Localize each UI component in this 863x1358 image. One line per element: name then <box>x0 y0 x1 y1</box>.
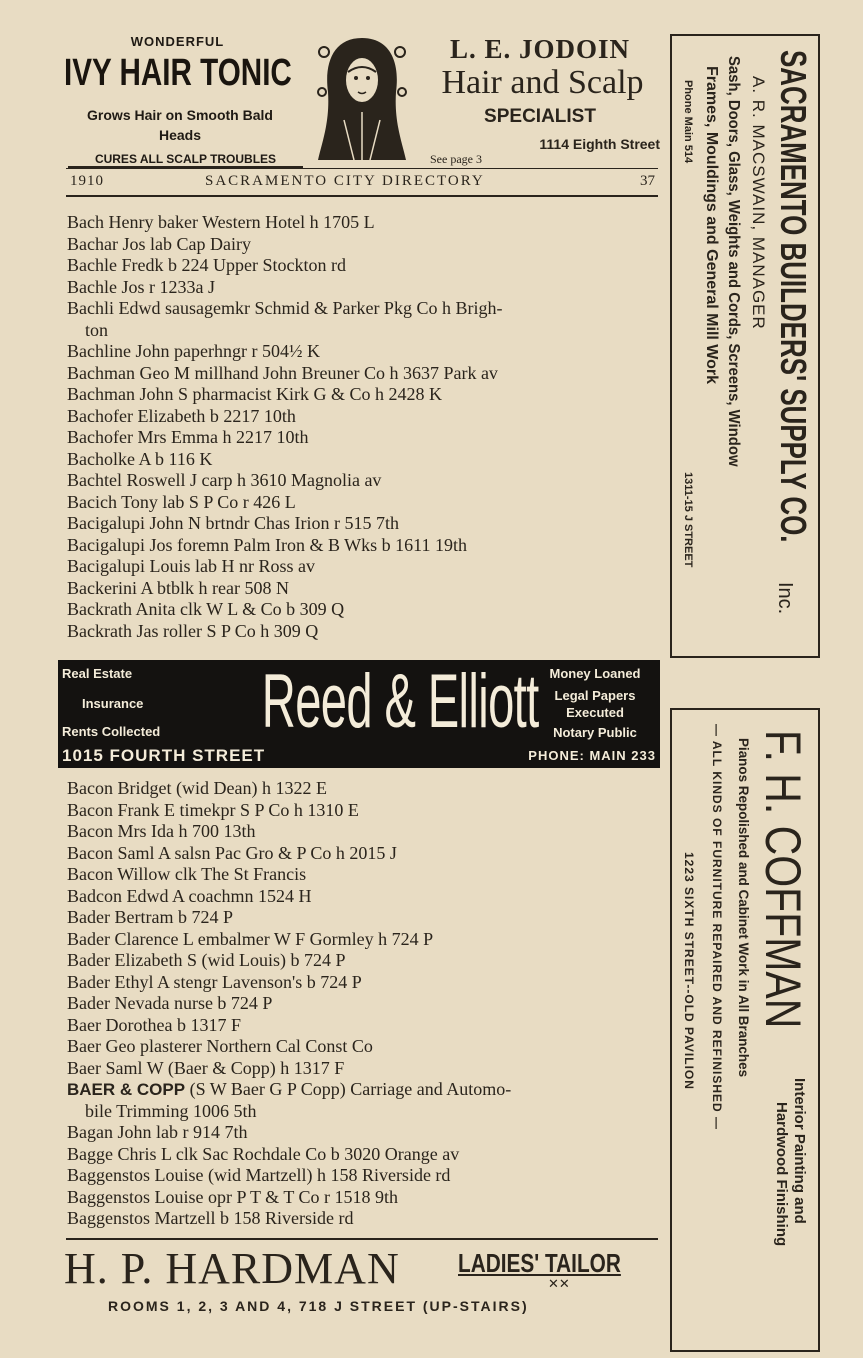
list-item: Bader Elizabeth S (wid Louis) b 724 P <box>67 950 346 970</box>
coffman-address: 1223 SIXTH STREET--OLD PAVILION <box>682 852 696 1090</box>
ornament-icon: ✕✕ <box>548 1276 570 1291</box>
sacramento-builders-inc: Inc. <box>774 582 796 615</box>
baer-copp-name: BAER & COPP <box>67 1080 186 1099</box>
reed-phone: PHONE: MAIN 233 <box>528 748 656 763</box>
list-item: Bagan John lab r 914 7th <box>67 1122 248 1142</box>
sacramento-builders-address: 1311-15 J STREET <box>682 472 694 568</box>
list-item: Bacon Willow clk The St Francis <box>67 864 307 884</box>
list-item: Bader Clarence L embalmer W F Gormley h 724 P <box>67 928 434 949</box>
list-item: Bachtel Roswell J carp h 3610 Magnolia av <box>67 470 382 490</box>
reed-left-line: Rents Collected <box>62 724 161 739</box>
sacramento-builders-ad <box>670 34 820 658</box>
header-rule-top <box>66 168 658 169</box>
list-item: Baggenstos Louise (wid Martzell) h 158 Riverside rd <box>67 1165 451 1185</box>
list-item: Bacigalupi John N brtndr Chas Irion r 515 7th <box>67 513 399 533</box>
list-item: Backrath Anita clk W L & Co b 309 Q <box>67 599 345 619</box>
list-item: Bachle Jos r 1233a J <box>67 276 215 297</box>
sacramento-builders-name: SACRAMENTO BUILDERS' SUPPLY CO. <box>773 50 814 543</box>
list-item: Bader Nevada nurse b 724 P <box>67 993 273 1013</box>
list-item: Baer Geo plasterer Northern Cal Const Co <box>67 1036 373 1056</box>
list-item: Bacon Saml A salsn Pac Gro & P Co h 2015 J <box>67 842 397 863</box>
list-item: Bachle Fredk b 224 Upper Stockton rd <box>67 255 346 275</box>
list-item: Bachline John paperhngr r 504½ K <box>67 341 320 361</box>
list-item: Bachofer Mrs Emma h 2217 10th <box>67 427 309 447</box>
reed-street: 1015 FOURTH STREET <box>62 746 266 765</box>
list-item: Baggenstos Louise opr P T & T Co r 1518 9th <box>67 1186 399 1207</box>
list-item: Bachar Jos lab Cap Dairy <box>67 233 251 254</box>
header-year: 1910 <box>70 173 104 189</box>
coffman-ad <box>670 708 820 1352</box>
list-item: Baer Dorothea b 1317 F <box>67 1014 241 1035</box>
woman-portrait-illustration <box>314 32 410 164</box>
header-title: SACRAMENTO CITY DIRECTORY <box>205 173 485 189</box>
list-item: Bacon Bridget (wid Dean) h 1322 E <box>67 778 327 798</box>
list-item: Bagge Chris L clk Sac Rochdale Co b 3020 Orange av <box>67 1143 460 1164</box>
header-rule-bottom <box>66 195 658 197</box>
list-item: Backrath Jas roller S P Co h 309 Q <box>67 620 319 641</box>
listing-top <box>67 212 667 642</box>
ivy-tonic-top-word: WONDERFUL <box>130 34 225 49</box>
ivy-tonic-title: IVY HAIR TONIC <box>64 52 292 94</box>
list-item: Bachman John S pharmacist Kirk G & Co h 2428 K <box>67 384 442 404</box>
reed-right-line: Notary Public <box>553 725 637 740</box>
coffman-service-2: Hardwood Finishing <box>773 1102 790 1247</box>
list-item: Bachman Geo M millhand John Breuner Co h 3637 Park av <box>67 362 498 383</box>
list-item: Bacon Mrs Ida h 700 13th <box>67 821 256 841</box>
coffman-service-1: Interior Painting and <box>791 1078 808 1224</box>
jodoin-name: L. E. JODOIN <box>449 34 631 64</box>
list-item: Bacich Tony lab S P Co r 426 L <box>67 491 296 512</box>
sacramento-builders-manager: A. R. MACSWAIN, MANAGER <box>749 76 768 330</box>
jodoin-address: 1114 Eighth Street <box>539 136 660 152</box>
reed-elliott-name: Reed & Elliott <box>261 659 539 744</box>
list-item: Bachli Edwd sausagemkr Schmid & Parker Pkg Co h Brigh- <box>67 298 503 318</box>
ivy-tonic-subtitle: Grows Hair on Smooth Bald Heads <box>87 107 273 143</box>
coffman-pianos-line: Pianos Repolished and Cabinet Work in All Branches <box>736 738 752 1078</box>
coffman-furniture-line: — ALL KINDS OF FURNITURE REPAIRED AND REFINISHED — <box>710 724 724 1131</box>
jodoin-see-page: See page 3 <box>430 152 482 166</box>
reed-left-line: Real Estate <box>62 666 133 681</box>
reed-elliott-ad <box>58 660 660 768</box>
sacramento-builders-products-2: Frames, Mouldings and General Mill Work <box>703 66 720 384</box>
list-item: Bach Henry baker Western Hotel h 1705 L <box>67 212 375 232</box>
list-item: Baggenstos Martzell b 158 Riverside rd <box>67 1208 354 1228</box>
list-item: Bacigalupi Louis lab H nr Ross av <box>67 556 315 576</box>
coffman-name: F. H. COFFMAN <box>755 730 811 1029</box>
reed-left-line: Insurance <box>82 696 144 711</box>
sacramento-builders-phone: Phone Main 514 <box>682 80 694 164</box>
list-item: Backerini A btblk h rear 508 N <box>67 577 289 598</box>
reed-right-line: Legal Papers <box>554 688 636 703</box>
list-item: Bacon Frank E timekpr S P Co h 1310 E <box>67 799 359 820</box>
listing-bottom <box>67 778 667 1230</box>
baer-copp-details: (S W Baer G P Copp) Carriage and Automo- <box>185 1079 512 1099</box>
list-item: Bacigalupi Jos foremn Palm Iron & B Wks b 1611 19th <box>67 534 467 555</box>
hardman-rule <box>66 1238 658 1240</box>
hardman-name: H. P. HARDMAN <box>64 1244 400 1293</box>
jodoin-specialist: SPECIALIST <box>484 106 596 127</box>
sacramento-builders-products-1: Sash, Doors, Glass, Weights and Cords, Screens, Window <box>725 56 742 467</box>
header-page-number: 37 <box>640 173 655 189</box>
list-item-continuation: ton <box>85 319 109 340</box>
reed-right-line: Money Loaned <box>549 666 641 681</box>
list-item-continuation: bile Trimming 1006 5th <box>85 1100 257 1121</box>
list-item: Bader Bertram b 724 P <box>67 907 233 927</box>
list-item: Bachofer Elizabeth b 2217 10th <box>67 405 296 426</box>
list-item: Bader Ethyl A stengr Lavenson's b 724 P <box>67 971 362 992</box>
list-item: Badcon Edwd A coachmn 1524 H <box>67 885 312 906</box>
ivy-tonic-cures: CURES ALL SCALP TROUBLES <box>68 152 303 168</box>
list-item: Baer Saml W (Baer & Copp) h 1317 F <box>67 1057 345 1078</box>
reed-right-line: Executed <box>566 705 624 720</box>
hardman-ladies-tailor: LADIES' TAILOR <box>458 1248 621 1278</box>
jodoin-subtitle: Hair and Scalp <box>441 64 644 101</box>
list-item-baer-copp <box>67 1079 667 1101</box>
hardman-address: ROOMS 1, 2, 3 AND 4, 718 J STREET (UP-STAIRS) <box>108 1298 529 1314</box>
list-item: Bacholke A b 116 K <box>67 448 213 469</box>
